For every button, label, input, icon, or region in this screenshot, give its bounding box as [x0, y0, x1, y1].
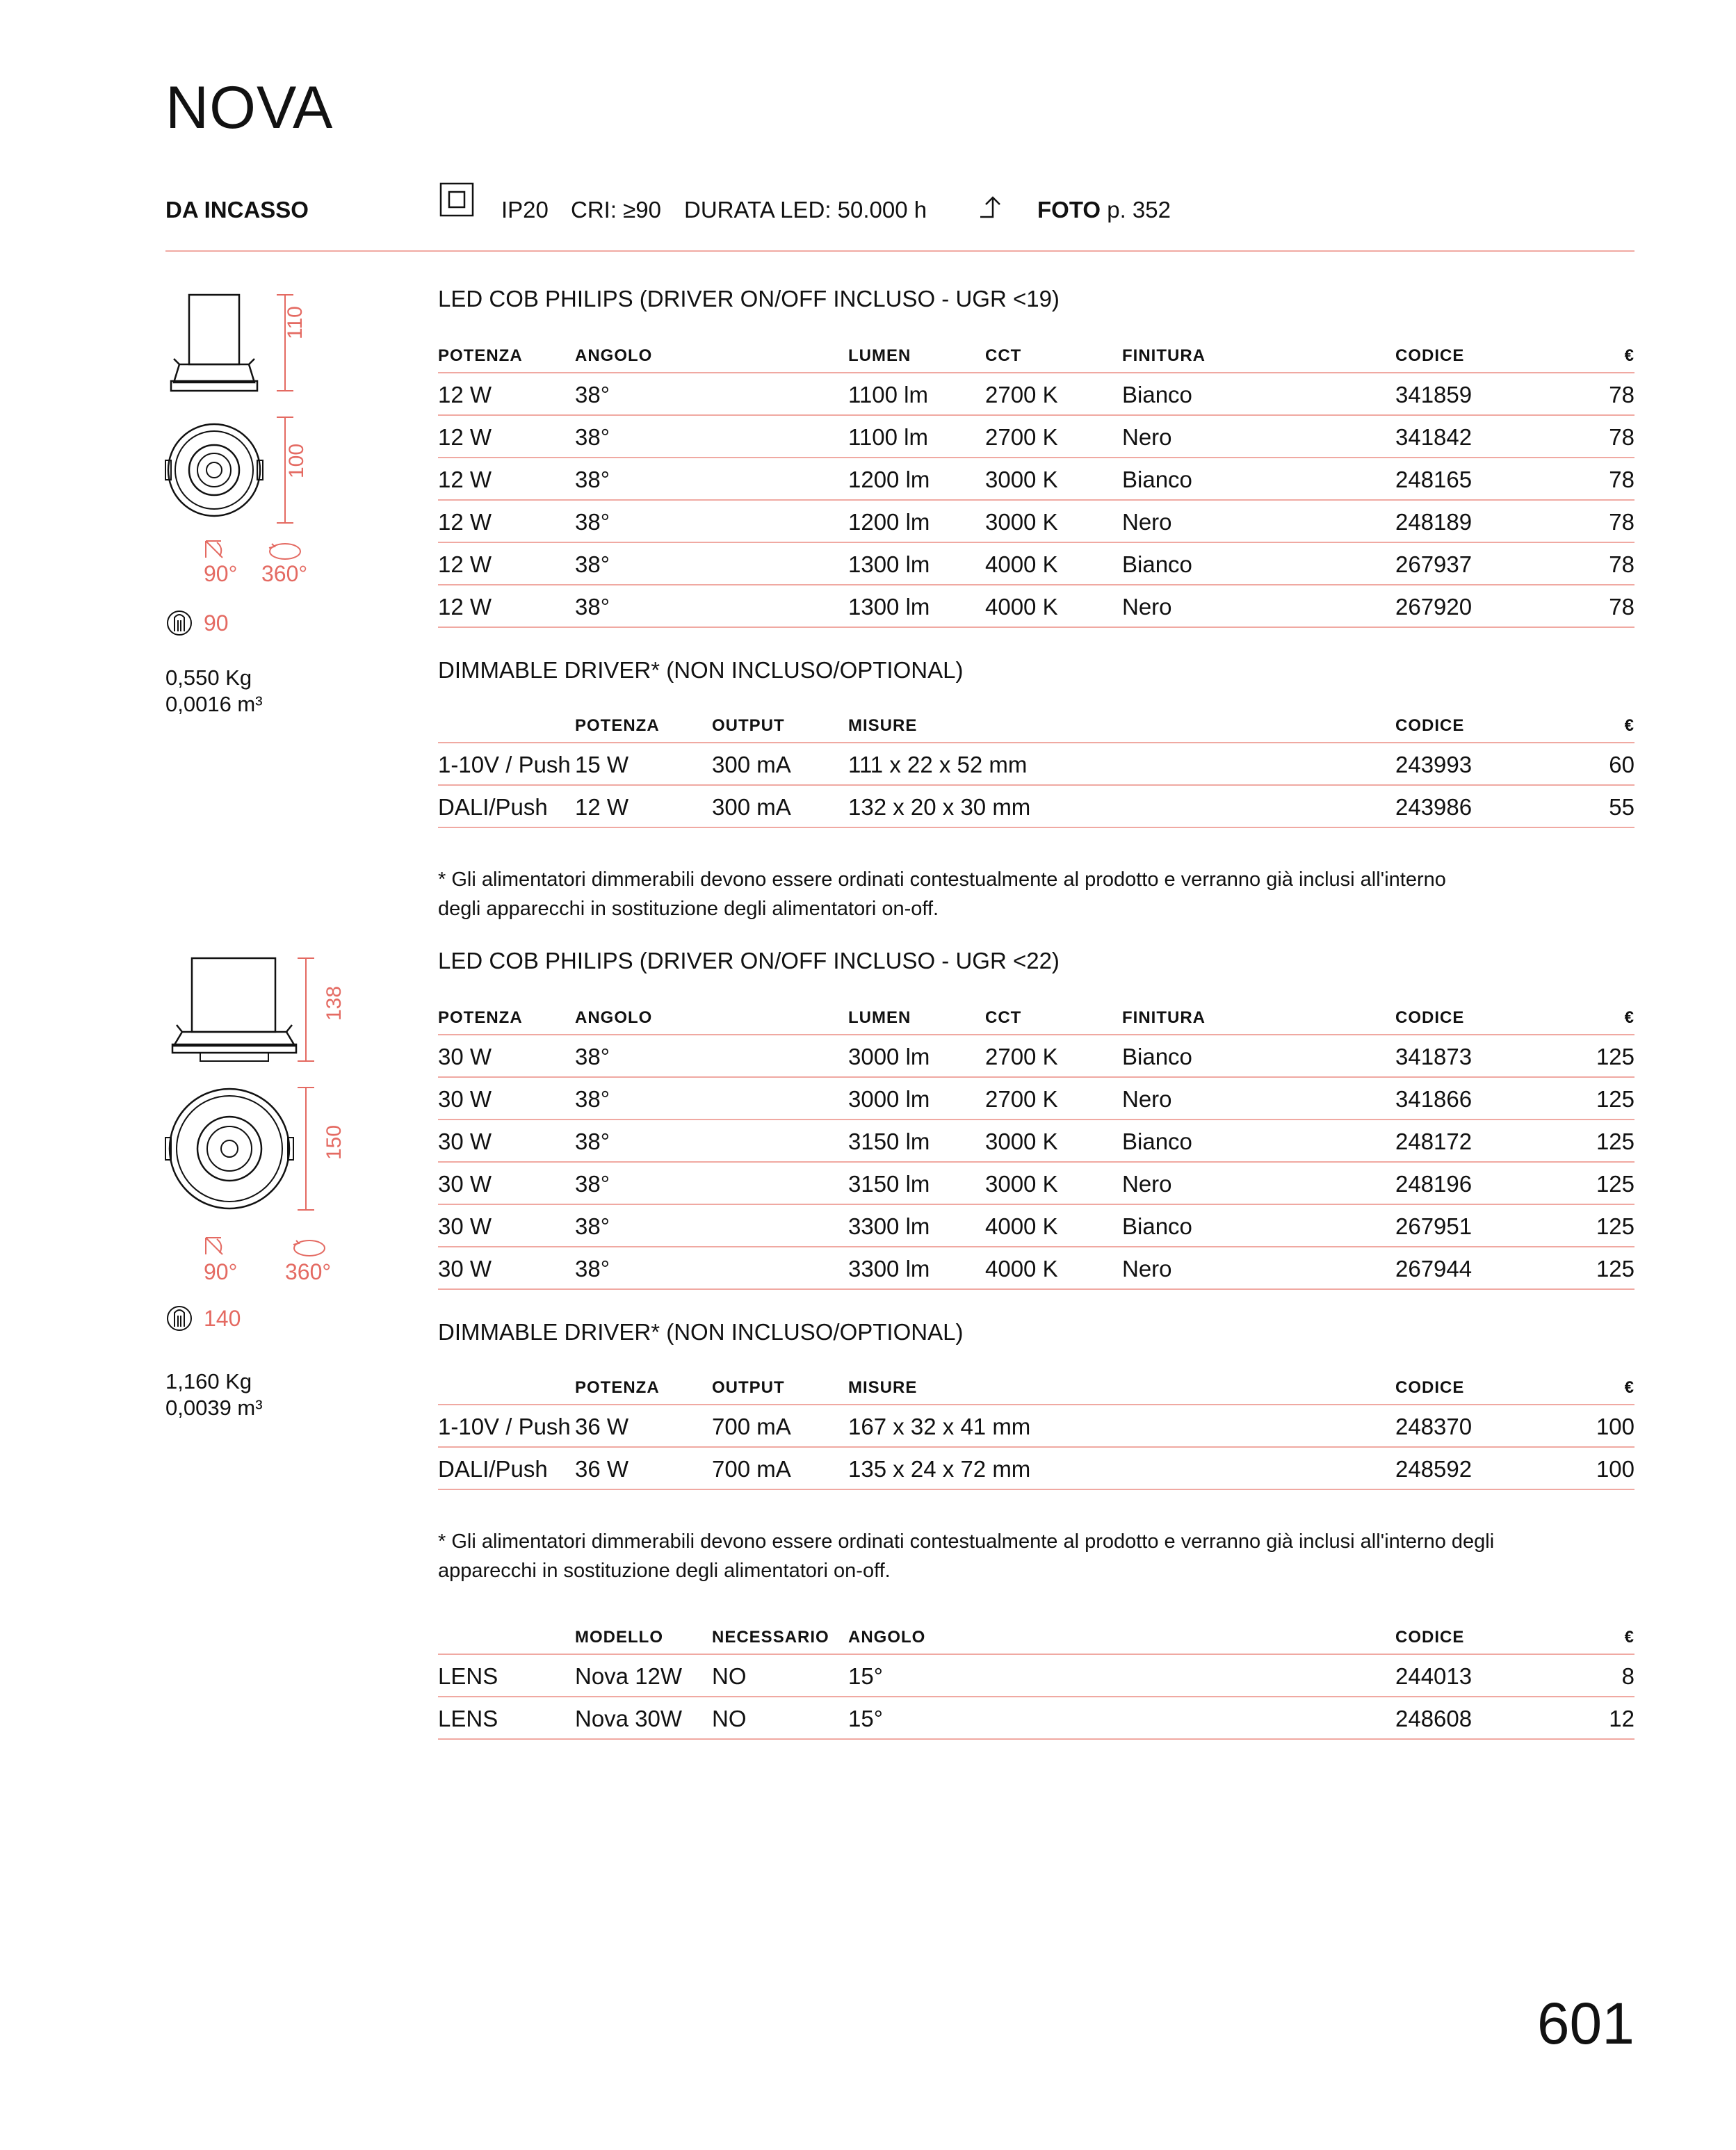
- product2-weight: 1,160 Kg: [165, 1369, 252, 1393]
- cell-prezzo: 8: [1621, 1663, 1634, 1689]
- cell-cct: 2700 K: [985, 1086, 1058, 1112]
- cell-lumen: 1200 lm: [848, 509, 930, 535]
- product2-front-view-drawing: [165, 1085, 332, 1213]
- col-prezzo: €: [1624, 716, 1634, 735]
- cell-cct: 4000 K: [985, 1256, 1058, 1282]
- cri-value: CRI: ≥90: [571, 197, 661, 223]
- col-prezzo: €: [1624, 1628, 1634, 1647]
- foto-page: p. 352: [1107, 197, 1171, 223]
- table-row: [438, 1697, 1634, 1740]
- col-finitura: FINITURA: [1122, 1008, 1206, 1027]
- cell-cct: 2700 K: [985, 424, 1058, 450]
- cell-finitura: Bianco: [1122, 551, 1192, 577]
- cell-angolo: 38°: [575, 1171, 610, 1197]
- table-row: [438, 416, 1634, 458]
- table-row: [438, 743, 1634, 786]
- product2-volume: 0,0039 m³: [165, 1396, 263, 1420]
- product1-weight: 0,550 Kg: [165, 665, 252, 690]
- product1-spec-table: [438, 343, 1634, 628]
- tilt-icon: [203, 537, 228, 562]
- cell-angolo: 38°: [575, 594, 610, 620]
- cell-angolo: 38°: [575, 1256, 610, 1282]
- product1-rotation-value: 360°: [261, 561, 308, 586]
- col-output: OUTPUT: [712, 1378, 785, 1397]
- accessories-table: [438, 1624, 1634, 1740]
- cell-misure: 167 x 32 x 41 mm: [848, 1414, 1031, 1439]
- cell-codice: 248165: [1395, 467, 1473, 492]
- cell-potenza: 36 W: [575, 1456, 629, 1482]
- table-row: [438, 1448, 1634, 1490]
- cell-prezzo: 100: [1596, 1456, 1634, 1482]
- tilt-icon: [203, 1234, 228, 1259]
- page-number: 601: [1536, 1991, 1634, 2056]
- cell-angolo: 38°: [575, 467, 610, 492]
- cell-modello: Nova 30W: [575, 1706, 683, 1731]
- cutout-icon: [165, 1304, 193, 1332]
- table-header: [438, 1005, 1634, 1035]
- cell-tipo: DALI/Push: [438, 1456, 548, 1482]
- product2-tilt-value: 90°: [204, 1259, 238, 1284]
- cell-codice: 244013: [1395, 1663, 1473, 1689]
- product2-spec-table: [438, 1005, 1634, 1290]
- cell-lumen: 1300 lm: [848, 551, 930, 577]
- cell-lumen: 3300 lm: [848, 1213, 930, 1239]
- table-row: [438, 501, 1634, 543]
- cell-finitura: Bianco: [1122, 1129, 1192, 1154]
- cell-prezzo: 125: [1596, 1044, 1634, 1069]
- col-lumen: LUMEN: [848, 1008, 911, 1027]
- product1-diameter-dimension: 100: [285, 443, 308, 478]
- product2-driver-title: DIMMABLE DRIVER* (NON INCLUSO/OPTIONAL): [438, 1319, 964, 1345]
- cell-tipo: DALI/Push: [438, 794, 548, 820]
- cell-codice: 248172: [1395, 1129, 1473, 1154]
- cell-angolo: 38°: [575, 509, 610, 535]
- col-angolo: ANGOLO: [575, 346, 653, 365]
- cell-cct: 3000 K: [985, 509, 1058, 535]
- cell-prezzo: 55: [1609, 794, 1634, 820]
- product2-rotation-value: 360°: [285, 1259, 332, 1284]
- cell-angolo: 15°: [848, 1663, 883, 1689]
- cell-potenza: 15 W: [575, 752, 629, 777]
- cell-cct: 2700 K: [985, 382, 1058, 407]
- cell-finitura: Nero: [1122, 1086, 1172, 1112]
- cell-prezzo: 125: [1596, 1086, 1634, 1112]
- col-codice: CODICE: [1395, 346, 1465, 365]
- cell-potenza: 12 W: [438, 424, 492, 450]
- col-prezzo: €: [1624, 1378, 1634, 1397]
- ip-rating: IP20: [501, 197, 549, 223]
- cell-misure: 111 x 22 x 52 mm: [848, 752, 1028, 777]
- led-duration: DURATA LED: 50.000 h: [684, 197, 927, 223]
- cell-lumen: 1100 lm: [848, 424, 928, 450]
- table-row: [438, 786, 1634, 828]
- cell-cct: 3000 K: [985, 467, 1058, 492]
- cell-codice: 267944: [1395, 1256, 1473, 1282]
- cell-prezzo: 78: [1609, 424, 1634, 450]
- col-angolo: ANGOLO: [575, 1008, 653, 1027]
- rotation-icon: [268, 541, 302, 562]
- cell-finitura: Nero: [1122, 1256, 1172, 1282]
- cell-prezzo: 60: [1609, 752, 1634, 777]
- cell-prezzo: 78: [1609, 594, 1634, 620]
- table-row: [438, 1655, 1634, 1697]
- table-header: [438, 713, 1634, 743]
- cell-potenza: 12 W: [438, 467, 492, 492]
- cell-lumen: 3150 lm: [848, 1171, 930, 1197]
- cell-tipo: 1-10V / Push: [438, 1414, 571, 1439]
- cell-lumen: 1100 lm: [848, 382, 928, 407]
- col-necessario: NECESSARIO: [712, 1628, 829, 1647]
- cell-codice: 267937: [1395, 551, 1473, 577]
- cell-codice: 341873: [1395, 1044, 1473, 1069]
- cutout-icon: [165, 609, 193, 637]
- col-potenza: POTENZA: [575, 1378, 660, 1397]
- col-output: OUTPUT: [712, 716, 785, 735]
- cell-cct: 2700 K: [985, 1044, 1058, 1069]
- cell-finitura: Bianco: [1122, 382, 1192, 407]
- note-line: * Gli alimentatori dimmerabili devono essere ordinati contestualmente al prodotto e verranno già inclusi all'interno degli: [438, 1530, 1495, 1553]
- cell-angolo: 38°: [575, 1129, 610, 1154]
- cell-lumen: 1300 lm: [848, 594, 930, 620]
- cell-lumen: 3000 lm: [848, 1086, 930, 1112]
- cell-cct: 3000 K: [985, 1171, 1058, 1197]
- product2-driver-note: [438, 1527, 1585, 1585]
- table-row: [438, 543, 1634, 585]
- table-row: [438, 458, 1634, 501]
- product1-driver-note: [438, 865, 1585, 923]
- foto-reference[interactable]: [1037, 196, 1171, 224]
- cell-codice: 248189: [1395, 509, 1473, 535]
- cell-potenza: 12 W: [438, 509, 492, 535]
- product2-section-title: LED COB PHILIPS (DRIVER ON/OFF INCLUSO - UGR <22): [438, 948, 1060, 973]
- table-row: [438, 1163, 1634, 1205]
- cell-prezzo: 78: [1609, 551, 1634, 577]
- cell-potenza: 12 W: [438, 594, 492, 620]
- cell-codice: 248592: [1395, 1456, 1473, 1482]
- note-line: * Gli alimentatori dimmerabili devono essere ordinati contestualmente al prodotto e verranno già inclusi all'interno: [438, 868, 1446, 891]
- cell-potenza: 36 W: [575, 1414, 629, 1439]
- arrow-up-right-icon: [979, 195, 1007, 223]
- cell-potenza: 30 W: [438, 1213, 492, 1239]
- cell-finitura: Bianco: [1122, 467, 1192, 492]
- cell-finitura: Bianco: [1122, 1044, 1192, 1069]
- col-codice: CODICE: [1395, 1378, 1465, 1397]
- cell-codice: 243986: [1395, 794, 1473, 820]
- cell-angolo: 15°: [848, 1706, 883, 1731]
- table-header: [438, 1375, 1634, 1405]
- product1-height-dimension: 110: [284, 306, 307, 339]
- cell-cct: 3000 K: [985, 1129, 1058, 1154]
- cell-necessario: NO: [712, 1663, 747, 1689]
- product1-volume: 0,0016 m³: [165, 692, 263, 716]
- col-potenza: POTENZA: [438, 346, 523, 365]
- cell-misure: 135 x 24 x 72 mm: [848, 1456, 1031, 1482]
- header-divider: [165, 250, 1634, 252]
- col-lumen: LUMEN: [848, 346, 911, 365]
- cell-potenza: 12 W: [575, 794, 629, 820]
- col-potenza: POTENZA: [575, 716, 660, 735]
- product2-diameter-dimension: 150: [323, 1124, 346, 1160]
- class-ii-double-square-icon: [439, 182, 476, 218]
- col-cct: CCT: [985, 1008, 1022, 1027]
- cell-lumen: 3300 lm: [848, 1256, 930, 1282]
- cell-prezzo: 125: [1596, 1129, 1634, 1154]
- product1-driver-title: DIMMABLE DRIVER* (NON INCLUSO/OPTIONAL): [438, 657, 964, 683]
- cell-angolo: 38°: [575, 1213, 610, 1239]
- cell-lumen: 3000 lm: [848, 1044, 930, 1069]
- product2-cutout-value: 140: [204, 1306, 241, 1331]
- cell-codice: 341842: [1395, 424, 1473, 450]
- col-modello: MODELLO: [575, 1628, 663, 1647]
- cell-prezzo: 125: [1596, 1171, 1634, 1197]
- cell-potenza: 12 W: [438, 382, 492, 407]
- cell-cct: 4000 K: [985, 1213, 1058, 1239]
- cell-tipo: 1-10V / Push: [438, 752, 571, 777]
- table-row: [438, 1247, 1634, 1290]
- cell-codice: 267920: [1395, 594, 1473, 620]
- cell-finitura: Nero: [1122, 594, 1172, 620]
- cell-potenza: 12 W: [438, 551, 492, 577]
- product1-section-title: LED COB PHILIPS (DRIVER ON/OFF INCLUSO - UGR <19): [438, 286, 1060, 312]
- cell-angolo: 38°: [575, 424, 610, 450]
- product1-cutout-value: 90: [204, 611, 229, 636]
- cell-angolo: 38°: [575, 1044, 610, 1069]
- cell-output: 700 mA: [712, 1414, 791, 1439]
- table-row: [438, 373, 1634, 416]
- note-line: degli apparecchi in sostituzione degli alimentatori on-off.: [438, 898, 939, 920]
- cell-codice: 248196: [1395, 1171, 1473, 1197]
- cell-lumen: 1200 lm: [848, 467, 930, 492]
- table-row: [438, 585, 1634, 628]
- product2-side-view-drawing: [167, 955, 327, 1067]
- cell-codice: 248370: [1395, 1414, 1473, 1439]
- cell-codice: 243993: [1395, 752, 1473, 777]
- table-row: [438, 1205, 1634, 1247]
- cell-codice: 248608: [1395, 1706, 1473, 1731]
- cell-codice: 267951: [1395, 1213, 1473, 1239]
- cell-finitura: Nero: [1122, 424, 1172, 450]
- cell-output: 700 mA: [712, 1456, 791, 1482]
- col-potenza: POTENZA: [438, 1008, 523, 1027]
- page-title: NOVA: [165, 74, 334, 141]
- table-row: [438, 1120, 1634, 1163]
- col-cct: CCT: [985, 346, 1022, 365]
- cell-cct: 4000 K: [985, 594, 1058, 620]
- cell-finitura: Bianco: [1122, 1213, 1192, 1239]
- cell-codice: 341866: [1395, 1086, 1473, 1112]
- cell-misure: 132 x 20 x 30 mm: [848, 794, 1031, 820]
- cell-necessario: NO: [712, 1706, 747, 1731]
- table-header: [438, 343, 1634, 373]
- product1-tilt-value: 90°: [204, 561, 238, 586]
- cell-finitura: Nero: [1122, 1171, 1172, 1197]
- cell-angolo: 38°: [575, 382, 610, 407]
- cell-prezzo: 125: [1596, 1256, 1634, 1282]
- rotation-icon: [292, 1238, 327, 1259]
- col-angolo: ANGOLO: [848, 1628, 926, 1647]
- cell-tipo: LENS: [438, 1706, 498, 1731]
- table-header: [438, 1624, 1634, 1655]
- cell-prezzo: 78: [1609, 382, 1634, 407]
- note-line: apparecchi in sostituzione degli alimentatori on-off.: [438, 1560, 891, 1582]
- category-label: DA INCASSO: [165, 197, 309, 223]
- col-codice: CODICE: [1395, 1628, 1465, 1647]
- cell-cct: 4000 K: [985, 551, 1058, 577]
- table-row: [438, 1405, 1634, 1448]
- cell-potenza: 30 W: [438, 1044, 492, 1069]
- col-misure: MISURE: [848, 1378, 918, 1397]
- col-misure: MISURE: [848, 716, 918, 735]
- cell-angolo: 38°: [575, 1086, 610, 1112]
- table-row: [438, 1035, 1634, 1078]
- cell-potenza: 30 W: [438, 1256, 492, 1282]
- product2-height-dimension: 138: [323, 985, 346, 1021]
- cell-tipo: LENS: [438, 1663, 498, 1689]
- cell-angolo: 38°: [575, 551, 610, 577]
- product1-driver-table: [438, 713, 1634, 828]
- table-row: [438, 1078, 1634, 1120]
- cell-prezzo: 125: [1596, 1213, 1634, 1239]
- foto-label: FOTO: [1037, 197, 1101, 223]
- cell-prezzo: 100: [1596, 1414, 1634, 1439]
- cell-lumen: 3150 lm: [848, 1129, 930, 1154]
- cell-potenza: 30 W: [438, 1129, 492, 1154]
- col-codice: CODICE: [1395, 1008, 1465, 1027]
- col-prezzo: €: [1624, 346, 1634, 365]
- cell-potenza: 30 W: [438, 1171, 492, 1197]
- cell-potenza: 30 W: [438, 1086, 492, 1112]
- cell-output: 300 mA: [712, 752, 791, 777]
- product2-driver-table: [438, 1375, 1634, 1490]
- col-finitura: FINITURA: [1122, 346, 1206, 365]
- cell-finitura: Nero: [1122, 509, 1172, 535]
- col-codice: CODICE: [1395, 716, 1465, 735]
- cell-codice: 341859: [1395, 382, 1473, 407]
- cell-prezzo: 78: [1609, 467, 1634, 492]
- cell-prezzo: 12: [1609, 1706, 1634, 1731]
- col-prezzo: €: [1624, 1008, 1634, 1027]
- cell-output: 300 mA: [712, 794, 791, 820]
- cell-modello: Nova 12W: [575, 1663, 683, 1689]
- cell-prezzo: 78: [1609, 509, 1634, 535]
